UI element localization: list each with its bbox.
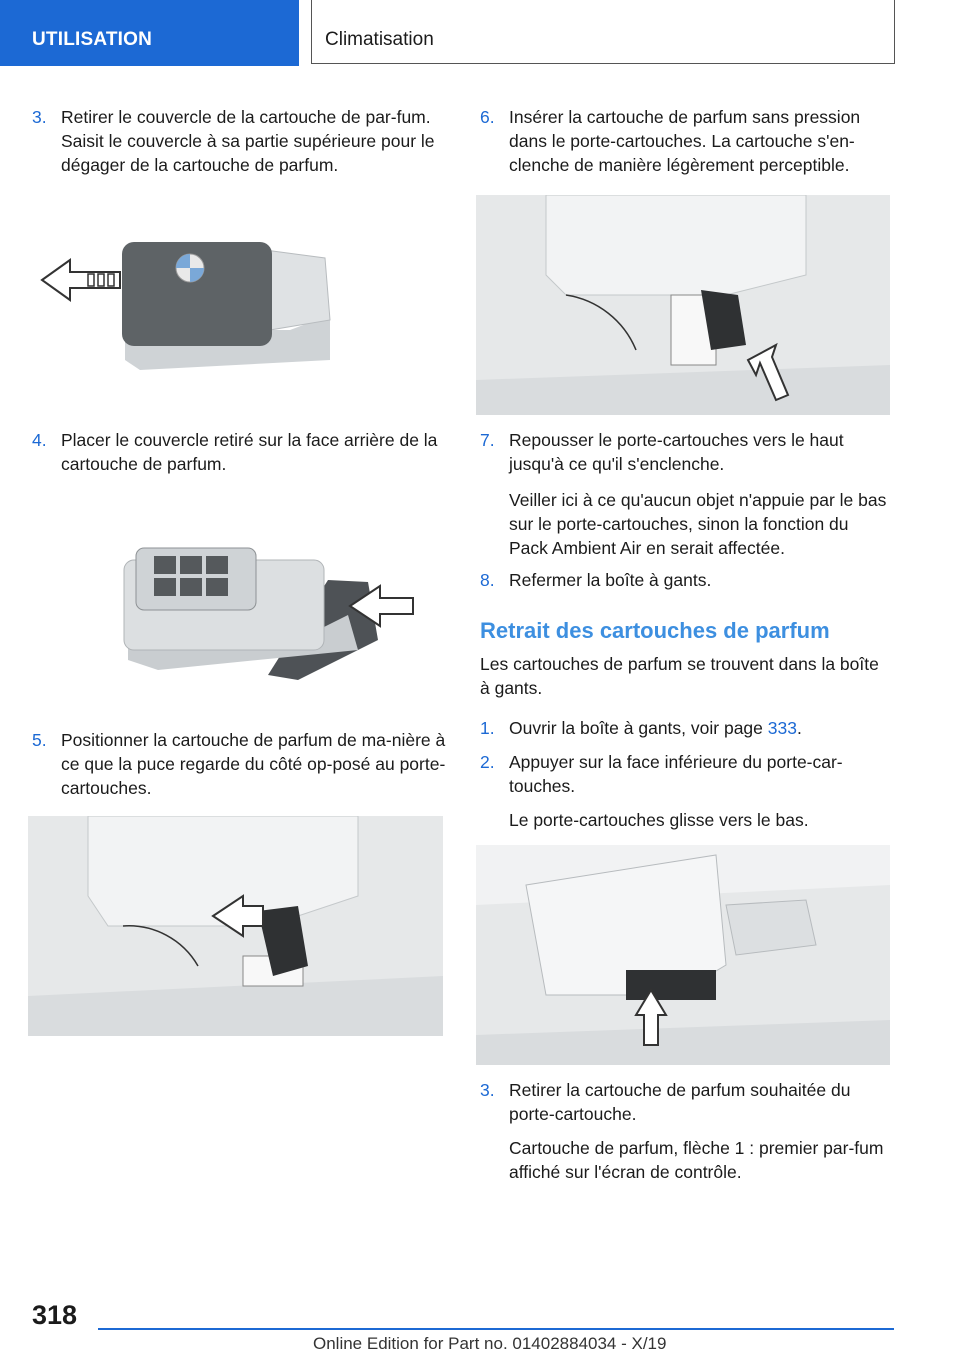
step-text: Retirer le couvercle de la cartouche de par-fum. Saisit le couvercle à sa partie supérieure pour le dégager de la cartouche de parfum. <box>61 107 435 175</box>
step-7-push-holder <box>480 428 892 476</box>
footer-divider <box>98 1328 894 1330</box>
figure-press-holder <box>476 845 890 1065</box>
section-heading: Retrait des cartouches de parfum <box>480 618 830 643</box>
figure-insert-cartridge <box>476 195 890 415</box>
step-text-before: Ouvrir la boîte à gants, voir page <box>509 718 768 738</box>
step-8-close-glovebox <box>480 568 892 592</box>
step-text: Insérer la cartouche de parfum sans pression dans le porte-cartouches. La cartouche s'en-clenche de manière légèrement perceptible. <box>509 107 861 175</box>
step-text: Repousser le porte-cartouches vers le haut jusqu'à ce qu'il s'enclenche. <box>509 430 844 474</box>
edition-footer: Online Edition for Part no. 01402884034 - X/19 <box>313 1334 667 1353</box>
step-number: 6. <box>480 107 495 127</box>
step-2-press-holder <box>480 750 892 798</box>
step-text-after: . <box>796 718 802 738</box>
step-1-open-glovebox <box>480 716 892 740</box>
step-5-position-cartridge <box>32 728 450 800</box>
glovebox-insert-illustration <box>476 195 890 415</box>
step-number: 3. <box>32 107 47 127</box>
step-number: 3. <box>480 1080 495 1100</box>
step-text: Retirer la cartouche de parfum souhaitée du porte-cartouche. <box>509 1080 851 1124</box>
right-column-steps-7-8 <box>480 428 892 608</box>
step-number: 5. <box>32 730 47 750</box>
step-number: 7. <box>480 430 495 450</box>
step-text: Placer le couvercle retiré sur la face arrière de la cartouche de parfum. <box>61 430 438 474</box>
cartridge-cover-illustration <box>40 220 340 385</box>
step-7-note: Veiller ici à ce qu'aucun objet n'appuie par le bas sur le porte-cartouches, sinon la fonction du Pack Ambient Air en serait affectée. <box>509 490 887 558</box>
step-number: 2. <box>480 752 495 772</box>
step-text <box>509 716 892 740</box>
page-reference-link[interactable]: 333 <box>767 718 797 738</box>
step-3-remove-cartridge <box>480 1078 892 1126</box>
section-title: UTILISATION <box>32 29 153 50</box>
step-2-note: Le porte-cartouches glisse vers le bas. <box>509 810 809 830</box>
page-number: 318 <box>32 1300 78 1330</box>
cover-on-back-illustration <box>118 540 418 690</box>
glovebox-remove-illustration <box>476 845 890 1065</box>
right-column-steps-1-2 <box>480 716 892 836</box>
section-intro: Les cartouches de parfum se trouvent dans la boîte à gants. <box>480 654 879 698</box>
step-4-place-cover <box>32 428 450 476</box>
chapter-tab <box>311 0 895 64</box>
step-number: 4. <box>32 430 47 450</box>
chapter-title: Climatisation <box>325 29 434 50</box>
figure-place-cover <box>118 540 418 690</box>
section-tab <box>0 0 299 66</box>
step-text: Positionner la cartouche de parfum de ma-nière à ce que la puce regarde du côté op-posé au porte-cartouches. <box>61 730 446 798</box>
right-column-step3 <box>480 1078 892 1198</box>
step-3-note: Cartouche de parfum, flèche 1 : premier par-fum affiché sur l'écran de contrôle. <box>509 1138 884 1182</box>
figure-remove-cover <box>40 220 340 385</box>
step-text: Appuyer sur la face inférieure du porte-car-touches. <box>509 752 843 796</box>
figure-position-cartridge <box>28 816 443 1036</box>
glovebox-position-illustration <box>28 816 443 1036</box>
step-6-insert-cartridge <box>480 105 892 177</box>
step-number: 1. <box>480 718 495 738</box>
step-text: Refermer la boîte à gants. <box>509 570 712 590</box>
step-3-remove-cover <box>32 105 450 177</box>
step-number: 8. <box>480 570 495 590</box>
